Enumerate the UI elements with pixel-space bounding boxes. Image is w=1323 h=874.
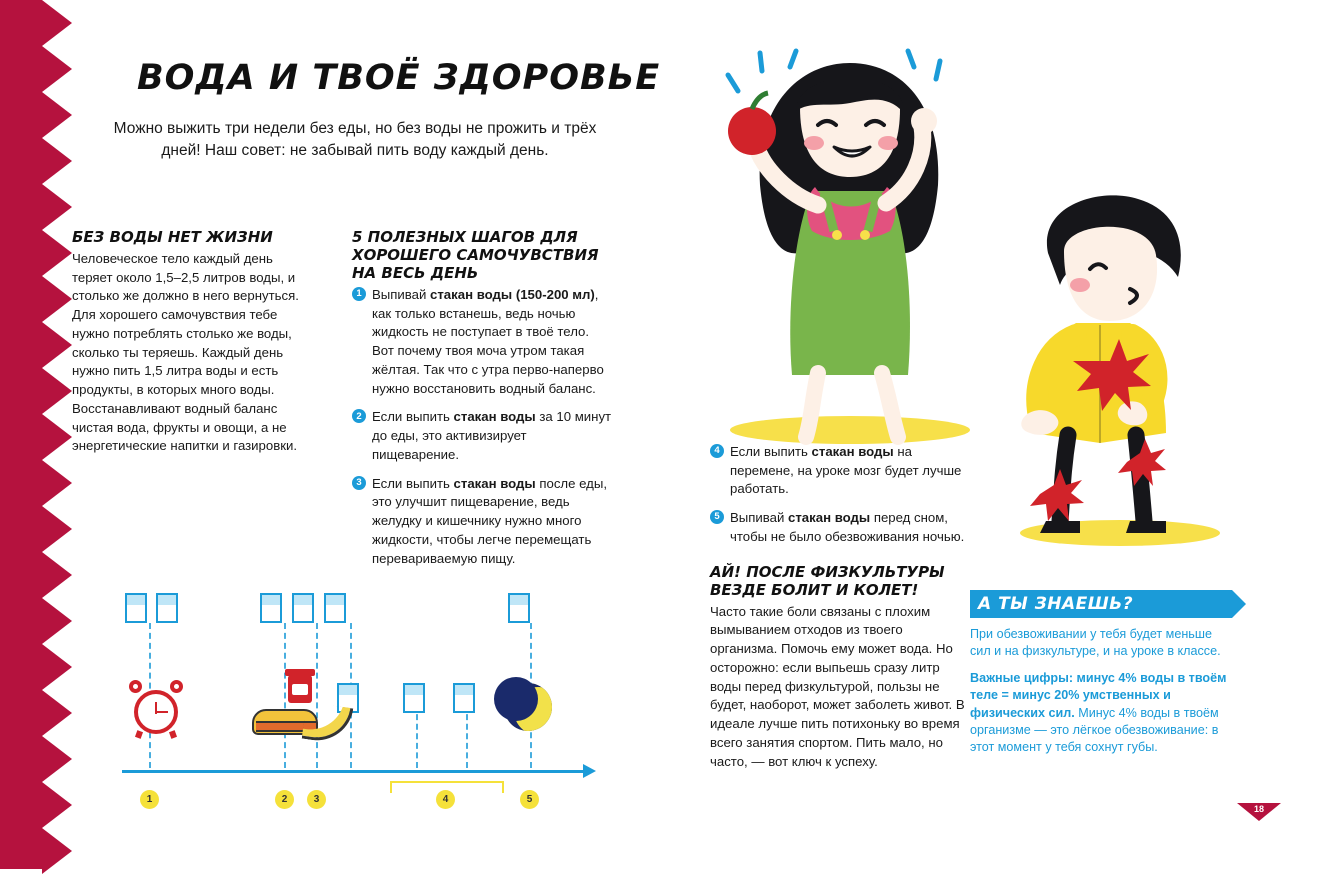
- page-title: ВОДА И ТВОЁ ЗДОРОВЬЕ: [137, 58, 661, 98]
- page-number-label: 18: [1253, 804, 1264, 814]
- did-you-know-banner: [970, 590, 1232, 618]
- step-text-pre: Выпивай: [730, 510, 789, 526]
- timeline-marker: 4: [436, 790, 455, 809]
- did-you-know-p2-bold: Важные цифры: минус 4% воды в твоём теле = минус 20% умственных и физических сил.: [970, 670, 1227, 720]
- timeline-marker: 2: [275, 790, 294, 809]
- moon-shape: [504, 683, 552, 731]
- timeline-axis: [122, 770, 584, 773]
- water-glass-icon: [260, 595, 282, 623]
- step-number-badge: 2: [352, 409, 366, 423]
- water-glass-icon: [453, 685, 475, 713]
- food-icon: [252, 675, 348, 743]
- daily-water-timeline: [100, 575, 620, 820]
- step-text-bold: стакан воды: [788, 510, 871, 526]
- step-text-post: на перемене, на уроке мозг будет лучше работать.: [730, 444, 962, 497]
- girl-svg: [700, 45, 1000, 455]
- step-text-bold: стакан воды: [453, 409, 536, 425]
- did-you-know-p2-rest: Минус 4% воды в твоём организме — это лёгкое обезвоживание: в этот момент у тебя сохнут губы.: [970, 705, 1219, 755]
- timeline-marker: 5: [520, 790, 539, 809]
- boy-svg: [990, 185, 1240, 555]
- section-heading-after-pe: АЙ! ПОСЛЕ ФИЗКУЛЬТУРЫ ВЕЗДЕ БОЛИТ И КОЛЕТ!: [710, 562, 945, 599]
- banana-icon: [302, 702, 354, 745]
- section-body-no-water: Человеческое тело каждый день теряет около 1,5–2,5 литров воды, и столько же должно в него вернуться. Для хорошего самочувствия тебе нужно потреблять столько же воды, сколько ты теряешь. Каждый день нужно пить 1,5 литра воды и есть продукты, в которых много воды. Восстанавливают водный баланс чистая вода, фрукты и овощи, а не энергетические напитки и газировки.: [72, 251, 299, 454]
- step-item: [710, 509, 970, 546]
- section-heading-no-water: БЕЗ ВОДЫ НЕТ ЖИЗНИ: [72, 228, 273, 246]
- clock-hand: [155, 711, 168, 713]
- step-number-badge: 1: [352, 287, 366, 301]
- illustration-boy-pain: [990, 185, 1240, 555]
- step-item: [352, 408, 614, 464]
- did-you-know-body: [970, 626, 1232, 757]
- moon-icon: [504, 683, 552, 731]
- step-text-pre: Выпивай: [372, 287, 431, 302]
- water-glass-icon: [324, 595, 346, 623]
- step-text-pre: Если выпить: [372, 409, 454, 425]
- step-text-bold: стакан воды: [453, 475, 536, 491]
- clock-foot: [135, 730, 143, 739]
- column-no-water-no-life: [72, 228, 304, 466]
- water-glass-icon: [292, 595, 314, 623]
- jam-jar-icon: [288, 675, 312, 703]
- step-text-pre: Если выпить: [730, 444, 812, 459]
- step-text-pre: Если выпить: [372, 475, 454, 491]
- intro-paragraph: Можно выжить три недели без еды, но без воды не прожить и трёх дней! Наш совет: не забывай пить воду каждый день.: [113, 120, 597, 160]
- step-number-badge: 3: [352, 476, 366, 490]
- water-glass-icon: [156, 595, 178, 623]
- water-glass-icon: [508, 595, 530, 623]
- clock-foot: [169, 730, 177, 739]
- step-number-badge: 4: [710, 444, 724, 458]
- step-text-post: , как только встанешь, ведь ночью жидкость не поступает в твоё тело. Вот почему твоя моча утром такая жёлтая. Так что с утра перво-наперво нужно восстановить водный баланс.: [372, 287, 604, 396]
- did-you-know-p1: При обезвоживании у тебя будет меньше сил и на физкультуре, и на уроке в классе.: [970, 627, 1221, 659]
- section-body-after-pe: Часто такие боли связаны с плохим вымыванием отходов из твоего организма. Помочь ему может вода. Но осторожно: если выпьешь сразу литр воды перед физкультурой, пользы не будет, наоборот, может заболеть живот. В идеале лучше пить потихоньку во время всего занятия спортом. Пить мало, но часто, — вот ключ к успеху.: [710, 603, 965, 769]
- step-text-bold: стакан воды: [811, 444, 894, 459]
- step-item: [352, 475, 614, 569]
- did-you-know-p2: [970, 670, 1232, 757]
- water-glass-icon: [125, 595, 147, 623]
- moon-disc: [514, 687, 552, 731]
- column-five-steps: [352, 228, 614, 578]
- step-text-bold: стакан воды (150-200 мл): [430, 287, 595, 302]
- clock-bell-left: [129, 680, 142, 693]
- timeline-marker: 3: [307, 790, 326, 809]
- step-text-post: за 10 минут до еды, это активизирует пищеварение.: [372, 409, 612, 462]
- step-text-post: перед сном, чтобы не было обезвоживания ночью.: [730, 510, 965, 544]
- alarm-clock-icon: [128, 680, 184, 738]
- column-steps-continued: [710, 443, 970, 781]
- clock-bell-right: [170, 680, 183, 693]
- step-number-badge: 5: [710, 510, 724, 524]
- section-heading-five-steps: 5 ПОЛЕЗНЫХ ШАГОВ ДЛЯ ХОРОШЕГО САМОЧУВСТВИЯ НА ВЕСЬ ДЕНЬ: [352, 228, 599, 282]
- did-you-know-box: [970, 590, 1250, 766]
- timeline-marker: 1: [140, 790, 159, 809]
- did-you-know-banner-label: А ТЫ ЗНАЕШЬ?: [978, 594, 1134, 614]
- page-number-badge: [1237, 803, 1281, 829]
- illustration-girl-jumping: [700, 45, 1000, 455]
- step-item: [352, 286, 614, 398]
- step-text-post: после еды, это улучшит пищеварение, ведь желудку и кишечнику нужно много жидкости, чтобы легче перемещать перевариваемую пищу.: [372, 475, 607, 566]
- water-glass-icon: [403, 685, 425, 713]
